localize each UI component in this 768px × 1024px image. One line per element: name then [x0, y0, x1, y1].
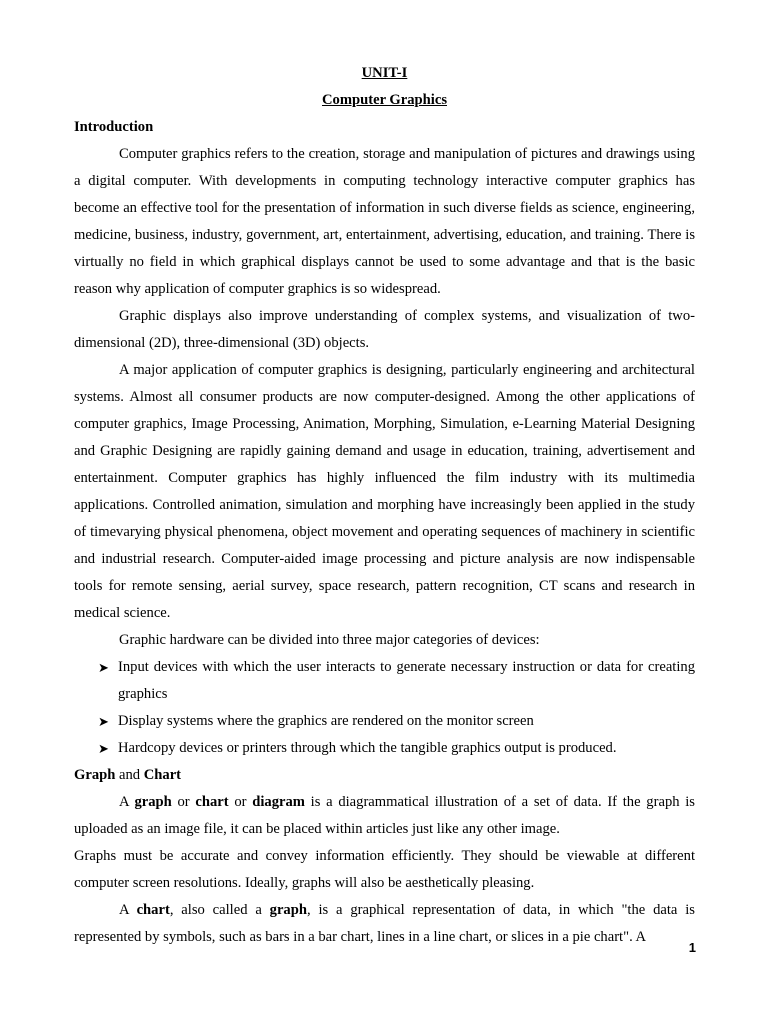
text-span: or [171, 794, 196, 810]
graph-paragraph-3 [74, 897, 695, 951]
introduction-heading: Introduction [74, 119, 154, 135]
device-categories-list [74, 654, 695, 762]
graph-paragraph-1 [74, 789, 695, 843]
text-span: or [228, 794, 253, 810]
bold-term-chart: chart [195, 794, 229, 810]
text-span: A [119, 794, 135, 810]
heading-word-hart: hart [154, 767, 182, 783]
graph-and-chart-heading [74, 762, 695, 789]
text-span: , also called a [169, 902, 270, 918]
intro-paragraph-3: A major application of computer graphics is designing, particularly engineering and architectural systems. Almost all consumer products are now computer-designed. Among the other applications of computer graphics, Image Processing, Animation, Morphing, Simulation, e-Learning Material Designing and Graphic Designing are rapidly gaining demand and usage in education, training, advertisement and entertainment. Computer graphics has highly influenced the film industry with its multimedia applications. Controlled animation, simulation and morphing have increasingly been applied in the study of timevarying physical phenomena, object movement and operating sequences of machinery in scientific and industrial research. Computer-aided image processing and picture analysis are now indispensable tools for remote sensing, aerial survey, space research, pattern recognition, CT scans and research in medical science. [74, 362, 695, 621]
text-span: A [119, 902, 137, 918]
heading-letter-c: C [143, 767, 155, 783]
page-number: 1 [688, 940, 696, 955]
intro-paragraph-1: Computer graphics refers to the creation, storage and manipulation of pictures and drawings using a digital computer. With developments in computing technology interactive computer graphics has become an effective tool for the presentation of information in such diverse fields as science, engineering, medicine, business, industry, government, art, entertainment, advertising, education, and training. There is virtually no field in which graphical displays cannot be used to some advantage and that is the basic reason why application of computer graphics is so widespread. [74, 146, 695, 297]
bold-term-graph: graph [134, 794, 172, 810]
text-span: is a diagrammatical illustration of a set of data. If the graph is uploaded as an image file, it can be placed within articles just like any other image. [74, 794, 695, 837]
unit-title: UNIT-I [361, 65, 408, 81]
list-item [74, 654, 695, 708]
heading-word-graph: Graph [74, 767, 116, 783]
graph-paragraph-2: Graphs must be accurate and convey information efficiently. They should be viewable at different computer screen resolutions. Ideally, graphs will also be aesthetically pleasing. [74, 848, 695, 891]
heading-word-and: and [115, 767, 144, 783]
bold-term-chart: chart [136, 902, 170, 918]
intro-paragraph-4: Graphic hardware can be divided into three major categories of devices: [119, 632, 540, 648]
list-item-text: Input devices with which the user interacts to generate necessary instruction or data for creating graphics [118, 659, 695, 702]
text-span: , is a graphical representation of data, in which "the data is represented by symbols, such as bars in a bar chart, lines in a line chart, or slices in a pie chart". A [74, 902, 695, 945]
bold-term-diagram: diagram [252, 794, 305, 810]
intro-paragraph-2: Graphic displays also improve understanding of complex systems, and visualization of two-dimensional (2D), three-dimensional (3D) objects. [74, 308, 695, 351]
arrow-bullet-icon: ➤ [98, 741, 109, 756]
list-item-text: Hardcopy devices or printers through which the tangible graphics output is produced. [118, 740, 617, 756]
arrow-bullet-icon: ➤ [98, 660, 109, 675]
list-item [74, 708, 695, 735]
arrow-bullet-icon: ➤ [98, 714, 109, 729]
document-page [74, 60, 695, 951]
bold-term-graph: graph [269, 902, 307, 918]
list-item-text: Display systems where the graphics are rendered on the monitor screen [118, 713, 534, 729]
list-item [74, 735, 695, 762]
page-title: Computer Graphics [322, 92, 447, 108]
